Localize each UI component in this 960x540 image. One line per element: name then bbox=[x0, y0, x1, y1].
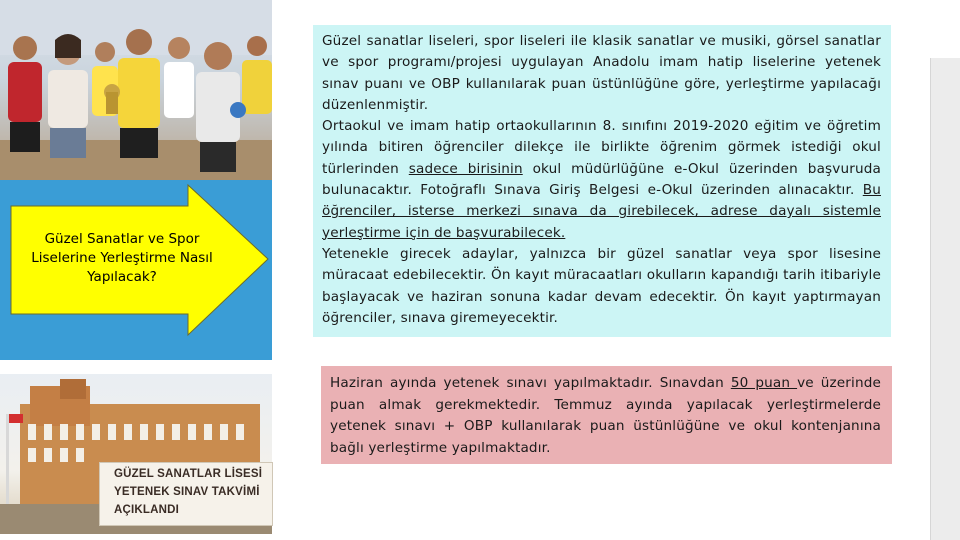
info-paragraph-3: Yetenekle girecek adaylar, yalnızca bir güzel sanatlar veya spor lisesine müracaat edebilecektir. Ön kayıt müracaatları okulların kapandığı tarih itibariyle başlayacak ve haziran sonuna kadar devam edecektir. Ön kayıt yaptırmayan öğrenciler, sınava giremeyecektir. bbox=[322, 245, 881, 326]
info-paragraph-2a: Ortaokul ve imam hatip ortaokullarının 8. sınıfını 2019-2020 eğitim ve öğretim yılında bitiren öğrenciler dilekçe ile birlikte öğrenim görmek istediği okul türlerinden bbox=[322, 118, 881, 177]
info-paragraph-2b: okul müdürlüğüne e-Okul üzerinden başvuruda bulunacaktır. Fotoğraflı Sınava Giriş Belgesi e-Okul üzerinden alınacaktır. bbox=[322, 160, 882, 199]
exam-text-1: Haziran ayında yetenek sınavı yapılmaktadır. Sınavdan bbox=[330, 375, 731, 391]
team-photo-illustration bbox=[0, 0, 272, 180]
info-underline-1: sadece birisinin bbox=[408, 160, 523, 177]
info-paragraph-1: Güzel sanatlar liseleri, spor liseleri ile klasik sanatlar ve musiki, görsel sanatlar ve spor programı/projesi uygulayan Anadolu imam hatip liselerine yetenek sınav puanı ve OBP kullanılarak puan üstünlüğüne göre, yerleştirme yapılacağı düzenlenmiştir. bbox=[322, 33, 881, 113]
team-photo bbox=[0, 0, 272, 180]
caption-line-1: GÜZEL SANATLAR LİSESİ bbox=[114, 468, 263, 480]
exam-underline-score: 50 puan bbox=[730, 375, 798, 391]
exam-box-text bbox=[330, 373, 881, 459]
info-underline-2: Bu öğrenciler, isterse merkezi sınava da girebilecek, adrese dayalı sistemle yerleştirme için de başvurabilecek. bbox=[322, 182, 881, 241]
right-side-bar bbox=[930, 58, 960, 540]
caption-line-3: AÇIKLANDI bbox=[114, 504, 180, 516]
arrow-callout-text: Güzel Sanatlar ve Spor Liselerine Yerleştirme Nasıl Yapılacak? bbox=[31, 231, 213, 285]
info-box-text bbox=[322, 31, 881, 329]
caption-line-2: YETENEK SINAV TAKVİMİ bbox=[114, 486, 260, 498]
school-image-caption bbox=[100, 463, 272, 525]
exam-text-2: ve üzerinde puan almak gerekmektedir. Temmuz ayında yapılacak yerleştirmelerde yetenek sınavı + OBP kullanılarak puan üstünlüğüne ve okul kontenjanına bağlı yerleştirme yapılmaktadır. bbox=[330, 375, 882, 456]
